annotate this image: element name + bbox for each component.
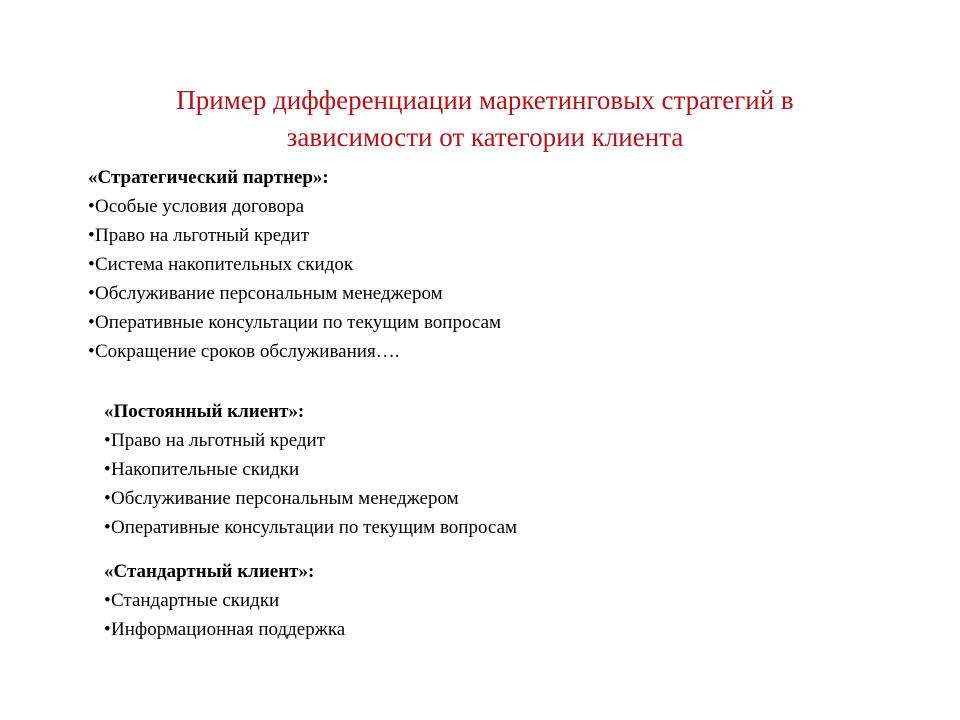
list-item — [104, 426, 517, 455]
list-item — [104, 484, 517, 513]
bullet-icon: • — [88, 341, 95, 362]
list-item-text: Обслуживание персональным менеджером — [111, 488, 459, 509]
list-item — [88, 337, 501, 366]
bullet-icon: • — [104, 517, 111, 538]
bullet-icon: • — [104, 590, 111, 611]
strategic-partner-section — [88, 163, 501, 366]
slide-title — [80, 82, 890, 156]
list-item-text: Стандартные скидки — [111, 590, 280, 611]
list-item-text: Накопительные скидки — [111, 459, 300, 480]
bullet-icon: • — [104, 459, 111, 480]
list-item — [104, 455, 517, 484]
list-item — [88, 192, 501, 221]
bullet-icon: • — [88, 196, 95, 217]
list-item-text: Информационная поддержка — [111, 619, 346, 640]
regular-client-heading: «Постоянный клиент»: — [104, 401, 305, 422]
standard-client-list — [104, 586, 345, 644]
list-item-text: Обслуживание персональным менеджером — [95, 283, 443, 304]
list-item-text: Право на льготный кредит — [95, 225, 310, 246]
list-item — [88, 221, 501, 250]
list-item-text: Оперативные консультации по текущим вопросам — [111, 517, 518, 538]
list-item — [88, 279, 501, 308]
strategic-partner-heading: «Стратегический партнер»: — [88, 167, 329, 188]
bullet-icon: • — [104, 430, 111, 451]
strategic-partner-list — [88, 192, 501, 366]
regular-client-list — [104, 426, 517, 542]
bullet-icon: • — [88, 225, 95, 246]
list-item-text: Оперативные консультации по текущим вопросам — [95, 312, 502, 333]
bullet-icon: • — [88, 312, 95, 333]
slide-title-line-2: зависимости от категории клиента — [286, 122, 684, 152]
list-item — [104, 586, 345, 615]
bullet-icon: • — [88, 254, 95, 275]
regular-client-section — [104, 397, 517, 542]
list-item — [88, 250, 501, 279]
bullet-icon: • — [104, 619, 111, 640]
list-item-text: Право на льготный кредит — [111, 430, 326, 451]
standard-client-section — [104, 557, 345, 644]
bullet-icon: • — [88, 283, 95, 304]
bullet-icon: • — [104, 488, 111, 509]
list-item — [88, 308, 501, 337]
list-item-text: Особые условия договора — [95, 196, 305, 217]
list-item-text: Сокращение сроков обслуживания…. — [95, 341, 400, 362]
slide-title-line-1: Пример дифференциации маркетинговых стратегий в — [176, 85, 794, 115]
list-item — [104, 615, 345, 644]
list-item-text: Система накопительных скидок — [95, 254, 354, 275]
standard-client-heading: «Стандартный клиент»: — [104, 561, 315, 582]
list-item — [104, 513, 517, 542]
